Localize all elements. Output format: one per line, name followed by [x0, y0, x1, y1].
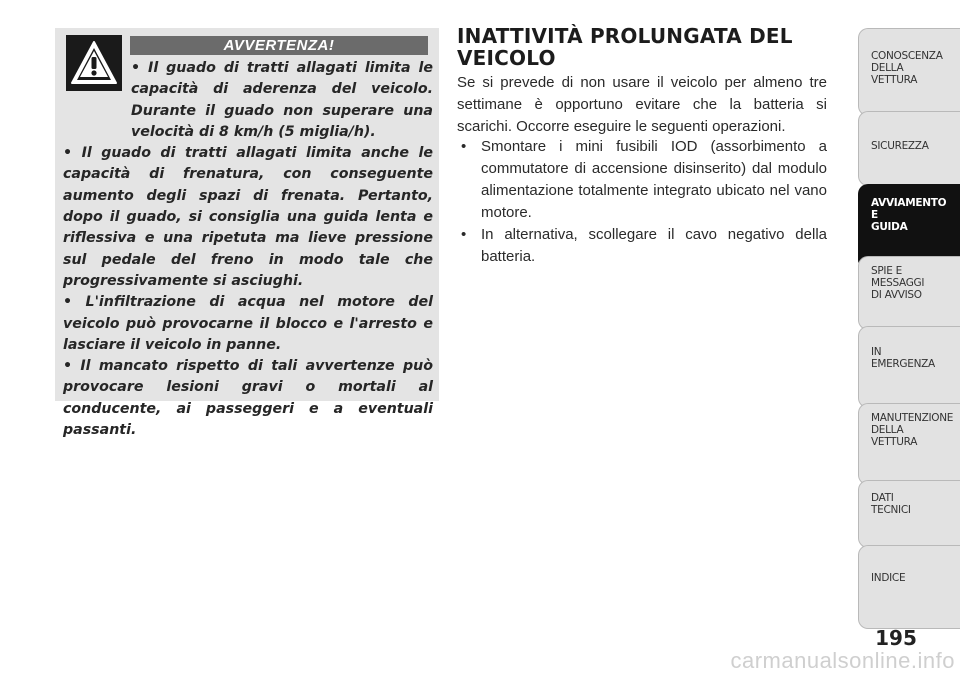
bullet-item: • Smontare i mini fusibili IOD (assorbimento a commutatore di accensione disinserito) dal modulo alimentazione totalmente integrato ubicato nel vano motore. [457, 136, 827, 224]
warning-paragraph-1: • Il guado di tratti allagati limita le capacità di aderenza del veicolo. Durante il guado non superare una velocità di 8 km/h (5 miglia/h). [131, 60, 433, 140]
tab-indice[interactable] [858, 545, 960, 629]
tab-manutenzione[interactable] [858, 403, 960, 485]
bullet-item: • In alternativa, scollegare il cavo negativo della batteria. [457, 224, 827, 268]
section-title: INATTIVITÀ PROLUNGATA DEL VEICOLO [457, 24, 793, 70]
section-bullets [457, 136, 827, 268]
tab-emergenza[interactable] [858, 326, 960, 408]
tab-label: CONOSCENZA DELLA VETTURA [871, 50, 943, 86]
tab-label: SICUREZZA [871, 140, 929, 152]
warning-text [63, 58, 433, 441]
warning-paragraph-3: • L'infiltrazione di acqua nel motore del veicolo può provocarne il blocco e l'arresto e lasciare il veicolo in panne. [63, 294, 433, 353]
tab-dati-tecnici[interactable] [858, 480, 960, 548]
watermark: carmanualsonline.info [730, 648, 955, 673]
tab-conoscenza-vettura[interactable] [858, 28, 960, 116]
tab-label: DATI TECNICI [871, 492, 911, 516]
tab-label: MANUTENZIONE DELLA VETTURA [871, 412, 954, 448]
tab-label: AVVIAMENTO E GUIDA [871, 197, 947, 233]
tab-label: INDICE [871, 572, 906, 584]
warning-title: AVVERTENZA! [130, 36, 428, 55]
warning-paragraph-2: • Il guado di tratti allagati limita anche le capacità di frenatura, con conseguente aumento degli spazi di frenata. Pertanto, dopo il guado, si consiglia una guida lenta e riflessiva e una ripetuta ma lieve pressione sul pedale del freno in modo tale che progressivamente si asciughi. [63, 145, 433, 289]
section-intro: Se si prevede di non usare il veicolo per almeno tre settimane è opportuno evitare che la batteria si scarichi. Occorre eseguire le seguenti operazioni. [457, 74, 827, 135]
warning-paragraph-4: • Il mancato rispetto di tali avvertenze può provocare lesioni gravi o mortali al conducente, ai passeggeri e a eventuali passanti. [63, 358, 433, 439]
tab-label: SPIE E MESSAGGI DI AVVISO [871, 265, 925, 301]
tab-spie-messaggi[interactable] [858, 256, 960, 330]
tab-sicurezza[interactable] [858, 111, 960, 186]
page-number: 195 [875, 626, 917, 650]
tab-label: IN EMERGENZA [871, 346, 935, 370]
